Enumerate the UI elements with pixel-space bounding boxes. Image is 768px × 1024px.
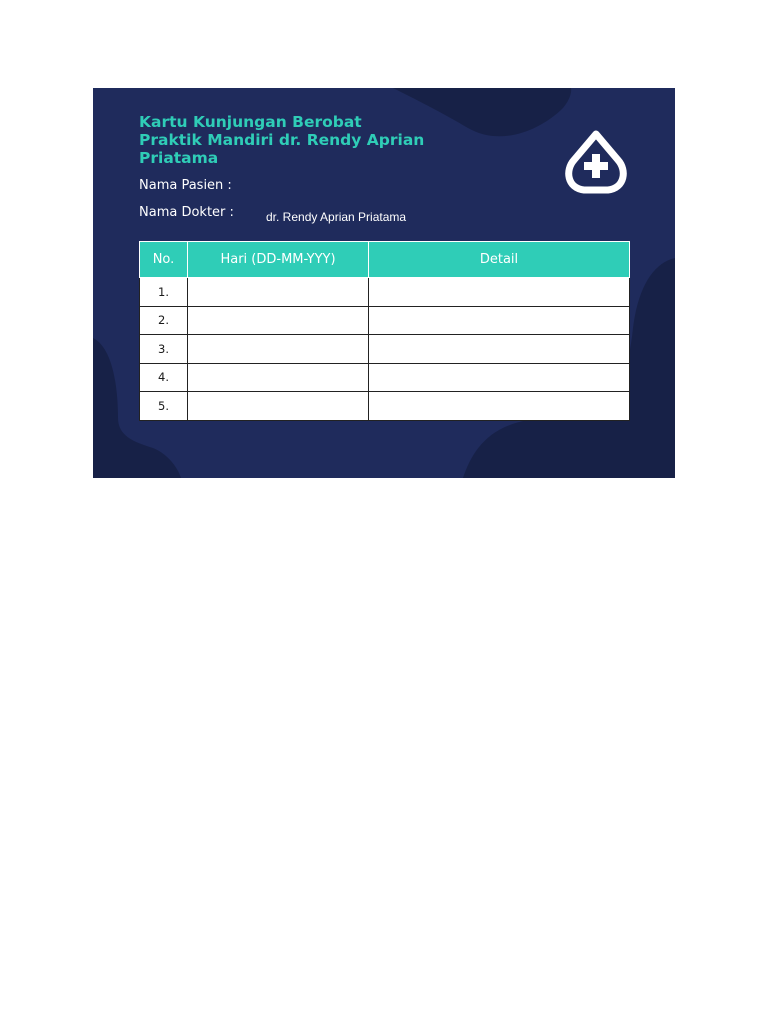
- header-detail: Detail: [369, 242, 630, 278]
- detail-cell[interactable]: [369, 363, 630, 392]
- date-cell[interactable]: [188, 306, 369, 335]
- detail-cell[interactable]: [369, 335, 630, 364]
- row-number: 5.: [140, 392, 188, 421]
- date-cell[interactable]: [188, 335, 369, 364]
- row-number: 2.: [140, 306, 188, 335]
- detail-cell[interactable]: [369, 392, 630, 421]
- cross-horizontal: [584, 162, 608, 170]
- doctor-name-value: dr. Rendy Aprian Priatama: [266, 210, 407, 224]
- table-row: [140, 306, 630, 335]
- row-number: 4.: [140, 363, 188, 392]
- medical-cross-icon: [563, 128, 629, 196]
- visit-table: [139, 241, 630, 421]
- table-row: [140, 335, 630, 364]
- patient-name-label: Nama Pasien :: [139, 178, 232, 193]
- date-cell[interactable]: [188, 392, 369, 421]
- row-number: 1.: [140, 278, 188, 307]
- table-row: [140, 278, 630, 307]
- table-header-row: [140, 242, 630, 278]
- card-title: [139, 113, 479, 167]
- header-date: Hari (DD-MM-YYY): [188, 242, 369, 278]
- patient-name-field: [139, 178, 232, 193]
- doctor-name-field: [139, 205, 234, 220]
- detail-cell[interactable]: [369, 278, 630, 307]
- card-title-line: Praktik Mandiri dr. Rendy Aprian: [139, 131, 425, 149]
- row-number: 3.: [140, 335, 188, 364]
- card-title-line: Priatama: [139, 149, 219, 167]
- detail-cell[interactable]: [369, 306, 630, 335]
- visit-card: [93, 88, 675, 478]
- date-cell[interactable]: [188, 278, 369, 307]
- doctor-name-label: Nama Dokter :: [139, 205, 234, 220]
- table-row: [140, 363, 630, 392]
- card-title-line: Kartu Kunjungan Berobat: [139, 113, 362, 131]
- date-cell[interactable]: [188, 363, 369, 392]
- header-no: No.: [140, 242, 188, 278]
- table-row: [140, 392, 630, 421]
